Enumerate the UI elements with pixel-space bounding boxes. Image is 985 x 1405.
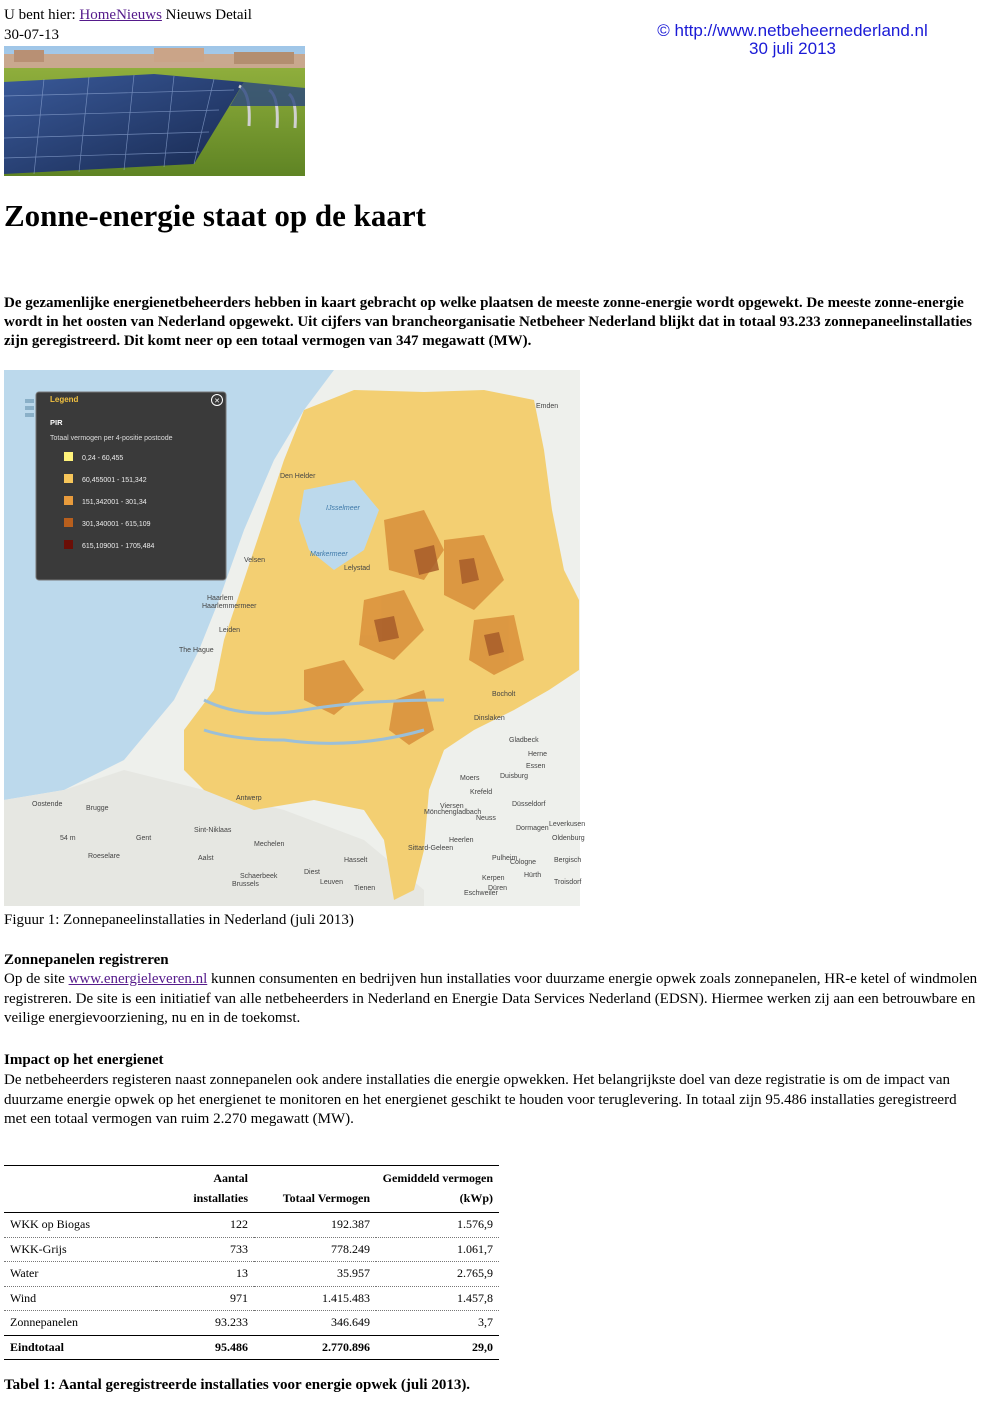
map-place-label: Brugge (86, 805, 109, 812)
map-place-label: Eschweiler (464, 890, 498, 897)
table-header-cell: Aantal installaties (193, 1171, 248, 1205)
breadcrumb-news-link[interactable]: Nieuws (116, 7, 162, 23)
map-place-label: Sittard-Geleen (408, 845, 454, 852)
map-place-label: Troisdorf (554, 879, 582, 886)
map-place-label: Bocholt (492, 691, 516, 698)
breadcrumb-current: Nieuws Detail (165, 7, 252, 23)
map-place-label: Viersen (440, 803, 464, 810)
table-caption: Tabel 1: Aantal geregistreerde installaties voor energie opwek (juli 2013). (4, 1377, 471, 1393)
legend-swatch (64, 474, 73, 483)
map-canvas (4, 370, 586, 906)
legend-class-label: 60,455001 - 151,342 (82, 477, 147, 484)
map-place-label: Antwerp (236, 795, 262, 802)
article-title: Zonne-energie staat op de kaart (4, 198, 426, 233)
table-total-row (4, 1335, 499, 1360)
section-text-impact: De netbeheerders registeren naast zonnepanelen ook andere installaties die energie opwekken. Het belangrijkste doel van deze registratie is om de impact van duurzame energie opwek op het energienet te monitoren en het energienet geschikt te houden voor teruglevering. In totaal zijn 95.486 installaties geregistreerd met een totaal vermogen van ruim 2.270 megawatt (MW). (4, 1072, 957, 1127)
breadcrumb (4, 6, 252, 24)
map-place-label: Oostende (32, 801, 63, 808)
map-place-label: Markermeer (310, 551, 348, 558)
map-place-label: Haarlem (207, 595, 234, 602)
table-header-cell: Totaal Vermogen (282, 1191, 370, 1205)
table-cell: 733 (230, 1241, 248, 1256)
map-place-label: Essen (526, 763, 546, 770)
figure-caption: Figuur 1: Zonnepaneelinstallaties in Nederland (juli 2013) (4, 912, 354, 928)
legend-title: Legend (50, 395, 79, 404)
table-header-cell (4, 1166, 156, 1213)
table-cell: WKK op Biogas (10, 1217, 90, 1231)
table-cell: WKK-Grijs (10, 1241, 67, 1256)
section-heading-impact: Impact op het energienet (4, 1052, 164, 1068)
legend-class-label: 0,24 - 60,455 (82, 455, 124, 462)
map-place-label: Haarlemmermeer (202, 603, 257, 610)
installations-table (4, 1165, 499, 1360)
table-cell: 1.061,7 (457, 1241, 493, 1256)
table-total-cell: Eindtotaal (10, 1339, 65, 1354)
table-row (4, 1213, 499, 1238)
map-place-label: Bergisch (554, 857, 582, 864)
table-header-row (4, 1166, 499, 1213)
table-cell: Zonnepanelen (10, 1315, 78, 1329)
section-text-registreren: Op de site www.energieleveren.nl kunnen consumenten en bedrijven hun installaties voor duurzame energie opwek zoals zonnepanelen, HR-e ketel of windmolen registreren. De site is een initiatief van alle netbeheerders in Nederland en Energie Data Services Nederland (EDSN). Hiermee werken zij aan een betrouwbare en veilige energievoorziening, nu en in de toekomst. (4, 971, 978, 1026)
table-row (4, 1237, 499, 1262)
map-place-label: Moers (460, 775, 480, 782)
legend-class-label: 301,340001 - 615,109 (82, 521, 151, 528)
table-cell: 346.649 (331, 1315, 370, 1329)
map-place-label: Emden (536, 403, 559, 410)
map-place-label: Kerpen (482, 875, 505, 882)
map-place-label: Duisburg (500, 773, 529, 780)
legend-swatch (64, 496, 73, 505)
map-place-label: Leiden (219, 627, 241, 634)
table-cell: Wind (10, 1290, 37, 1305)
section-heading-registreren: Zonnepanelen registreren (4, 952, 169, 968)
map-place-label: The Hague (179, 647, 214, 654)
map-place-label: Oldenburg (552, 835, 585, 842)
table-cell: 971 (230, 1290, 248, 1305)
map-place-label: Gladbeck (509, 737, 539, 744)
legend-subtitle: Totaal vermogen per 4-positie postcode (50, 435, 173, 442)
solar-capacity-map (4, 370, 586, 906)
map-legend (36, 392, 226, 580)
map-place-label: Pulheim (492, 855, 518, 862)
table-cell: 2.765,9 (457, 1266, 493, 1280)
table-cell: 1.457,8 (457, 1290, 493, 1305)
map-place-label: Neuss (476, 815, 496, 822)
map-place-label: Roeselare (88, 853, 120, 860)
map-place-label: Gent (136, 835, 152, 842)
table-cell: 192.387 (331, 1217, 370, 1231)
table-cell: 3,7 (478, 1315, 493, 1329)
table-cell: 93.233 (215, 1315, 248, 1329)
table-cell: 122 (230, 1217, 248, 1231)
copyright-date: 30 juli 2013 (749, 39, 836, 58)
copyright-notice (600, 22, 985, 58)
table-cell: Water (10, 1266, 39, 1280)
energieleveren-link[interactable]: www.energieleveren.nl (68, 971, 208, 987)
map-place-label: Düren (488, 885, 508, 892)
legend-swatch (64, 518, 73, 527)
map-place-label: Sint-Niklaas (194, 827, 232, 834)
map-place-label: IJsselmeer (326, 505, 360, 512)
map-place-label: Krefeld (470, 789, 493, 796)
map-place-label: Herne (528, 751, 548, 758)
map-place-label: Hürth (524, 872, 542, 879)
map-place-label: Mechelen (254, 841, 285, 848)
breadcrumb-prefix: U bent hier: (4, 7, 76, 23)
map-place-label: 54 m (60, 835, 76, 842)
table-row (4, 1311, 499, 1336)
map-place-label: Den Helder (280, 473, 316, 480)
map-place-label: Aalst (198, 855, 214, 862)
map-place-label: Dormagen (516, 825, 549, 832)
map-place-label: Velsen (244, 557, 266, 564)
breadcrumb-home-link[interactable]: Home (79, 7, 117, 23)
table-row (4, 1286, 499, 1311)
map-place-label: Leverkusen (549, 821, 586, 828)
map-place-label: Brussels (232, 881, 259, 888)
copyright-url: © http://www.netbeheernederland.nl (657, 21, 928, 40)
legend-class-label: 151,342001 - 301,34 (82, 499, 147, 506)
map-place-label: Diest (304, 869, 320, 876)
map-place-label: Tienen (354, 885, 376, 892)
table-header-cell: Gemiddeld vermogen (kWp) (382, 1171, 493, 1205)
map-place-label: Mönchengladbach (424, 809, 482, 816)
map-place-label: Heerlen (449, 837, 474, 844)
table-cell: 13 (236, 1266, 248, 1280)
article-intro: De gezamenlijke energienetbeheerders hebben in kaart gebracht op welke plaatsen de meeste zonne-energie wordt opgewekt. De meeste zonne-energie wordt in het oosten van Nederland opgewekt. Uit cijfers van brancheorganisatie Netbeheer Nederland blijkt dat in totaal 93.233 zonnepaneelinstallaties zijn geregistreerd. Dit komt neer op een totaal vermogen van 347 megawatt (MW). (4, 295, 973, 349)
map-place-label: Lelystad (344, 565, 371, 572)
table-total-cell: 95.486 (215, 1339, 248, 1354)
table-cell: 35.957 (337, 1266, 370, 1280)
map-place-label: Schaerbeek (240, 873, 278, 880)
article-date: 30-07-13 (4, 27, 59, 43)
legend-swatch (64, 452, 73, 461)
map-place-label: Hasselt (344, 857, 368, 864)
legend-swatch (64, 540, 73, 549)
table-row (4, 1262, 499, 1287)
map-place-label: Cologne (510, 859, 537, 866)
legend-class-label: 615,109001 - 1705,484 (82, 543, 155, 550)
map-place-label: Düsseldorf (512, 801, 546, 808)
map-place-label: Dinslaken (474, 715, 505, 722)
table-total-cell: 2.770.896 (322, 1339, 370, 1354)
table-cell: 778.249 (331, 1241, 370, 1256)
table-cell: 1.415.483 (322, 1290, 370, 1305)
hero-solar-panels-image (4, 46, 305, 176)
table-total-cell: 29,0 (472, 1339, 493, 1354)
layers-icon[interactable] (25, 399, 34, 417)
table-cell: 1.576,9 (457, 1217, 493, 1231)
svg-text:✕: ✕ (214, 397, 220, 405)
map-place-label: Leuven (320, 879, 343, 886)
legend-layer: PIR (50, 418, 63, 427)
